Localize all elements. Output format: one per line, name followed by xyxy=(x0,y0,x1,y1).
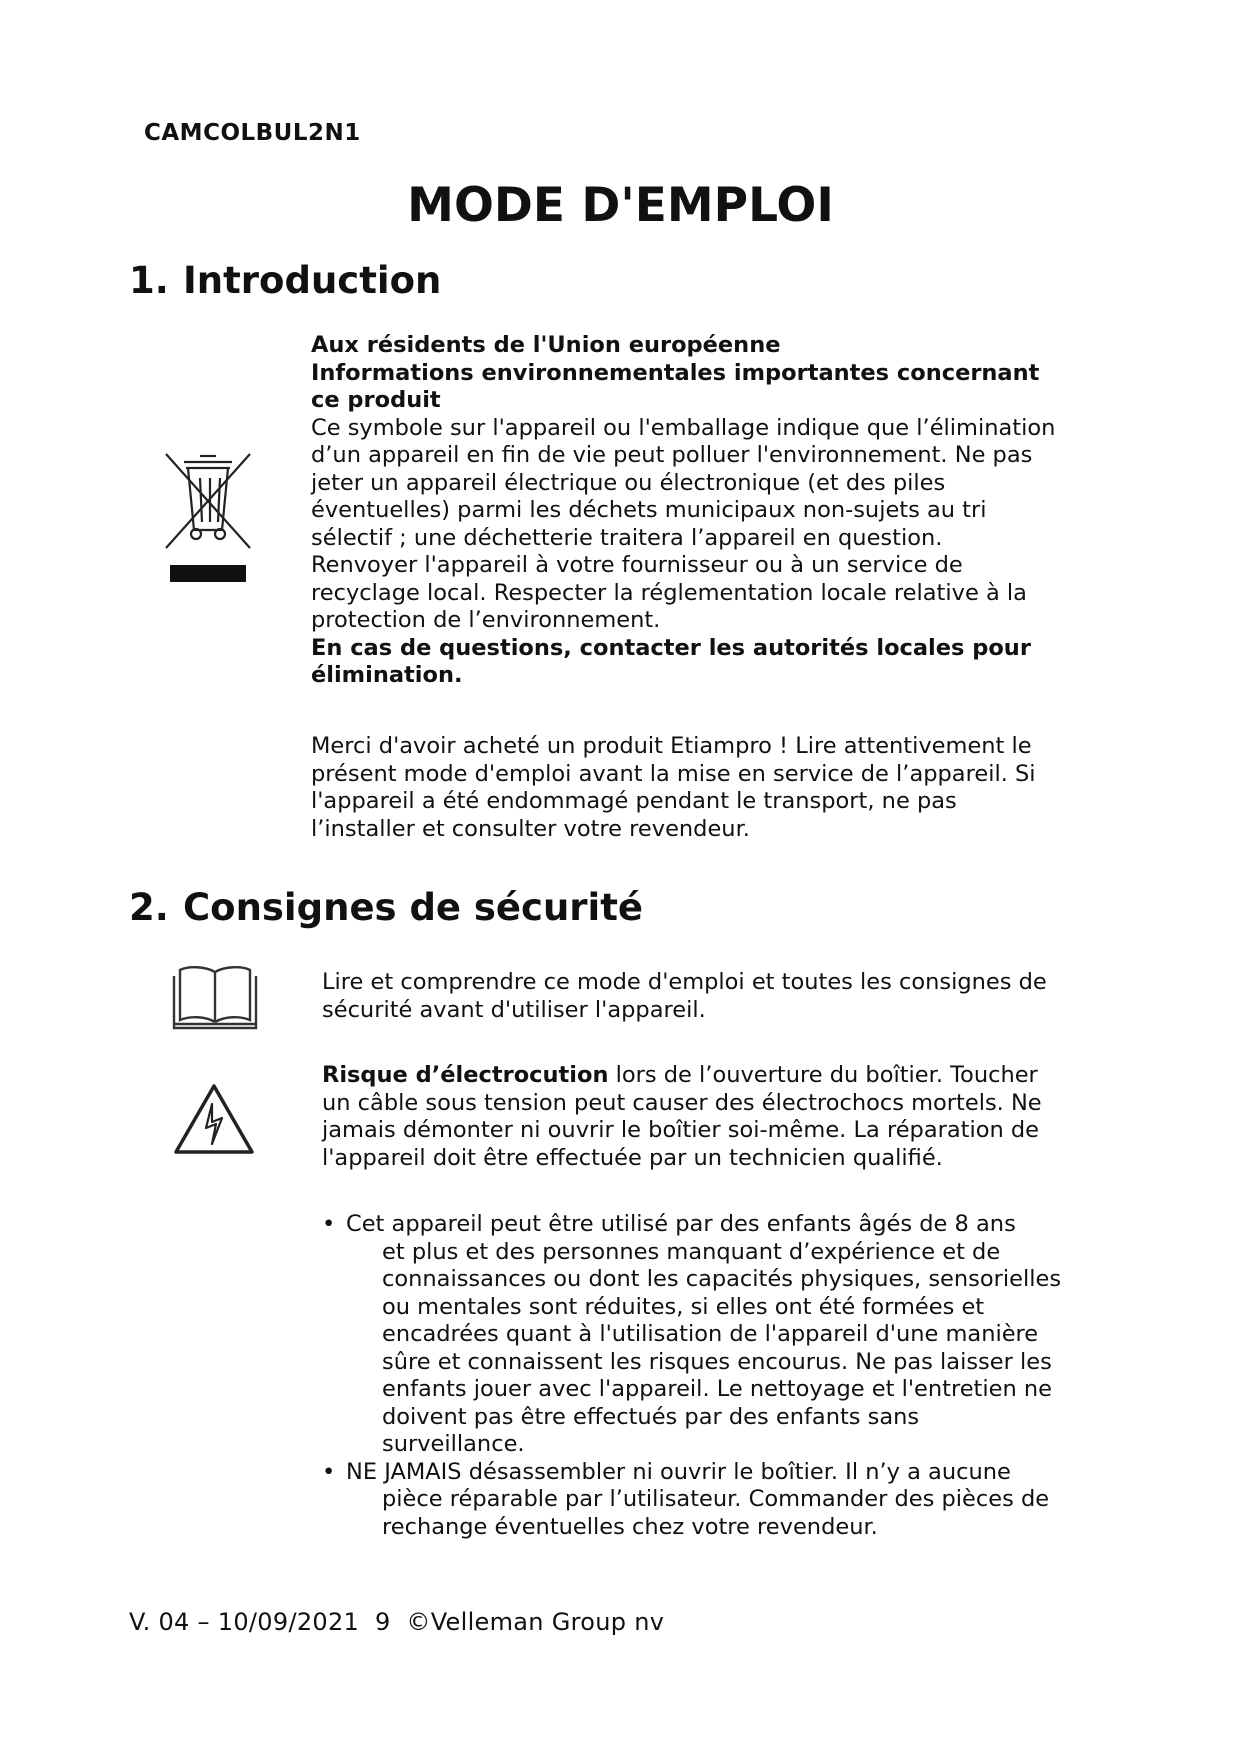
read-line: Lire et comprendre ce mode d'emploi et toutes les consignes de xyxy=(322,969,1047,995)
env-body-line: jeter un appareil électrique ou électronique (et des piles xyxy=(311,469,946,496)
env-heading-line: Aux résidents de l'Union européenne xyxy=(311,332,781,358)
shock-line: jamais démonter ni ouvrir le boîtier soi-même. La réparation de xyxy=(322,1117,1040,1143)
list-item xyxy=(322,1459,1102,1542)
shock-line: un câble sous tension peut causer des électrochocs mortels. Ne xyxy=(322,1089,1042,1116)
shock-risk-label: Risque d’électrocution xyxy=(322,1062,609,1088)
read-line: sécurité avant d'utiliser l'appareil. xyxy=(322,996,706,1023)
thanks-paragraph xyxy=(311,733,1111,843)
bullet-line: ou mentales sont réduites, si elles ont été formées et xyxy=(382,1293,985,1320)
thanks-line: Merci d'avoir acheté un produit Etiampro ! Lire attentivement le xyxy=(311,733,1032,759)
env-body-line: d’un appareil en fin de vie peut polluer l'environnement. Ne pas xyxy=(311,442,1033,468)
model-number: CAMCOLBUL2N1 xyxy=(144,120,361,146)
read-instructions xyxy=(322,969,1122,1024)
electric-shock-warning-icon xyxy=(172,1082,256,1158)
env-heading-line: Informations environnementales importantes concernant xyxy=(311,359,1040,386)
section-title: Introduction xyxy=(183,259,442,302)
shock-risk-text: lors de l’ouverture du boîtier. Toucher xyxy=(608,1062,1038,1088)
bullet-first-line: • NE JAMAIS désassembler ni ouvrir le boîtier. Il n’y a aucune xyxy=(346,1458,1011,1485)
env-body-line: Renvoyer l'appareil à votre fournisseur ou à un service de xyxy=(311,552,963,578)
bullet-line: rechange éventuelles chez votre revendeur. xyxy=(382,1513,878,1540)
shock-risk-paragraph xyxy=(322,1062,1122,1172)
env-body-line: recyclage local. Respecter la réglementation locale relative à la xyxy=(311,579,1027,606)
thanks-line: l’installer et consulter votre revendeur. xyxy=(311,815,750,842)
bullet-line: et plus et des personnes manquant d’expérience et de xyxy=(382,1238,1001,1265)
weee-bin-icon xyxy=(158,448,258,588)
env-body-line: protection de l’environnement. xyxy=(311,607,661,633)
list-item xyxy=(322,1211,1102,1459)
bullet-line: encadrées quant à l'utilisation de l'appareil d'une manière xyxy=(382,1321,1039,1347)
section-number: 2. xyxy=(129,886,169,929)
thanks-line: présent mode d'emploi avant la mise en service de l’appareil. Si xyxy=(311,760,1036,787)
section-title: Consignes de sécurité xyxy=(183,886,644,929)
bullet-line: surveillance. xyxy=(382,1431,525,1457)
section-heading-safety xyxy=(129,886,643,929)
environment-info xyxy=(311,332,1111,690)
thanks-line: l'appareil a été endommagé pendant le transport, ne pas xyxy=(311,788,957,814)
bullet-first-line: • Cet appareil peut être utilisé par des enfants âgés de 8 ans xyxy=(346,1211,1016,1237)
bullet-line: enfants jouer avec l'appareil. Le nettoyage et l'entretien ne xyxy=(382,1376,1052,1402)
env-contact-line: élimination. xyxy=(311,662,463,688)
section-number: 1. xyxy=(129,259,169,302)
bullet-line: sûre et connaissent les risques encourus. Ne pas laisser les xyxy=(382,1348,1052,1375)
read-manual-icon xyxy=(170,962,260,1032)
env-contact-line: En cas de questions, contacter les autorités locales pour xyxy=(311,634,1031,661)
page-title: MODE D'EMPLOI xyxy=(407,178,834,233)
bullet-line: pièce réparable par l’utilisateur. Commander des pièces de xyxy=(382,1486,1050,1512)
env-heading-line: ce produit xyxy=(311,387,441,413)
env-body-line: éventuelles) parmi les déchets municipaux non-sujets au tri xyxy=(311,497,987,523)
env-body-line: sélectif ; une déchetterie traitera l’appareil en question. xyxy=(311,524,943,551)
section-heading-introduction xyxy=(129,259,441,302)
safety-bullet-list xyxy=(322,1211,1102,1541)
bullet-line: doivent pas être effectués par des enfants sans xyxy=(382,1403,920,1430)
page-footer: V. 04 – 10/09/2021 9 ©Velleman Group nv xyxy=(129,1608,665,1636)
shock-line: l'appareil doit être effectuée par un technicien qualifié. xyxy=(322,1144,943,1171)
bullet-line: connaissances ou dont les capacités physiques, sensorielles xyxy=(382,1266,1062,1292)
env-body-line: Ce symbole sur l'appareil ou l'emballage indique que l’élimination xyxy=(311,414,1056,441)
